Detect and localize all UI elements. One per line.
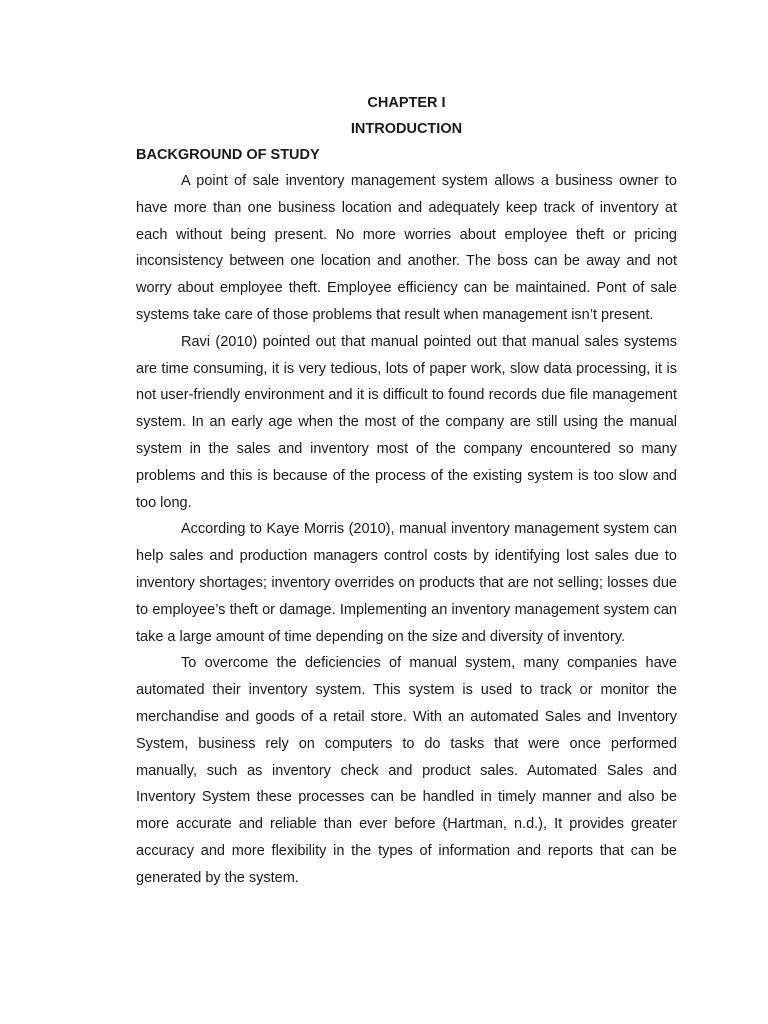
chapter-number: CHAPTER I: [367, 95, 446, 111]
document-body: [136, 90, 677, 892]
section-heading: BACKGROUND OF STUDY: [136, 147, 320, 163]
paragraph-1: A point of sale inventory management system allows a business owner to have more than one business location and adequately keep track of inventory at each without being present. No more worries about employee theft or pricing inconsistency between one location and another. The boss can be away and not worry about employee theft. Employee efficiency can be maintained. Pont of sale systems take care of those problems that result when management isn’t present.: [136, 173, 677, 323]
paragraph-2: Ravi (2010) pointed out that manual pointed out that manual sales systems are time consuming, it is very tedious, lots of paper work, slow data processing, it is not user-friendly environment and it is difficult to found records due file management system. In an early age when the most of the company are still using the manual system in the sales and inventory most of the company encountered so many problems and this is because of the process of the existing system is too slow and too long.: [136, 333, 677, 511]
chapter-title: INTRODUCTION: [350, 121, 463, 137]
paragraph-4: To overcome the deficiencies of manual system, many companies have automated their inventory system. This system is used to track or monitor the merchandise and goods of a retail store. With an automated Sales and Inventory System, business rely on computers to do tasks that were once performed manually, such as inventory check and product sales. Automated Sales and Inventory System these processes can be handled in timely manner and also be more accurate and reliable than ever before (Hartman, n.d.), It provides greater accuracy and more flexibility in the types of information and reports that can be generated by the system.: [136, 655, 677, 886]
paragraph-3: According to Kaye Morris (2010), manual inventory management system can help sales and production managers control costs by identifying lost sales due to inventory shortages; inventory overrides on products that are not selling; losses due to employee’s theft or damage. Implementing an inventory management system can take a large amount of time depending on the size and diversity of inventory.: [136, 521, 677, 645]
